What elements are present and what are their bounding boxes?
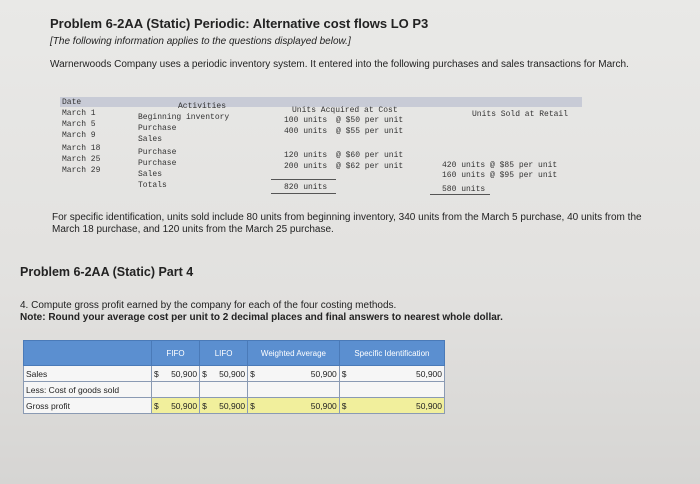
inv-acq_units: 400 units <box>284 127 328 136</box>
value-cell <box>200 366 248 382</box>
inv-date: March 18 <box>62 144 101 153</box>
value: 50,900 <box>219 400 246 411</box>
col-date: Date <box>62 98 82 107</box>
value-cell <box>200 398 248 414</box>
col-lifo: LIFO <box>200 341 248 366</box>
inv-date: March 9 <box>62 131 96 140</box>
col-sold: Units Sold at Retail <box>472 110 569 119</box>
inv-activity: Sales <box>138 170 163 179</box>
col-weighted-average: Weighted Average <box>248 341 340 366</box>
currency: $ <box>341 368 347 379</box>
value: 50,900 <box>310 368 337 379</box>
totals-label: Totals <box>138 181 167 190</box>
value-cell <box>248 398 340 414</box>
inv-acq_units: 120 units <box>284 151 328 160</box>
specific-id-note: For specific identification, units sold include 80 units from beginning inventory, 340 units from the March 5 purchase, 40 units from the March 18 purchase, and 120 units from the March 25 purchase. <box>52 212 642 235</box>
gross-profit-table <box>23 340 445 414</box>
col-activities: Activities <box>178 102 227 111</box>
page-title: Problem 6-2AA (Static) Periodic: Alternative cost flows LO P3 <box>50 16 429 31</box>
totals-acquired: 820 units <box>284 183 328 192</box>
inv-activity: Purchase <box>138 159 177 168</box>
inv-date: March 1 <box>62 109 96 118</box>
part-title: Problem 6-2AA (Static) Part 4 <box>20 265 194 279</box>
col-acquired: Units Acquired at Cost <box>292 106 398 115</box>
value: 50,900 <box>171 400 198 411</box>
question: 4. Compute gross profit earned by the company for each of the four costing methods. <box>20 300 397 311</box>
inv-acq_cost: @ $62 per unit <box>336 162 404 171</box>
currency: $ <box>250 400 255 411</box>
table-row <box>24 366 445 382</box>
inv-date: March 25 <box>62 155 101 164</box>
table-row <box>24 382 445 398</box>
row-label: Sales <box>24 366 152 382</box>
inv-date: March 5 <box>62 120 96 129</box>
inv-acq_cost: @ $55 per unit <box>336 127 404 136</box>
inv-acq_cost: @ $50 per unit <box>336 116 404 125</box>
subtitle: [The following information applies to the questions displayed below.] <box>50 36 351 47</box>
value: 50,900 <box>171 368 198 379</box>
currency: $ <box>341 400 347 411</box>
value-cell <box>248 366 340 382</box>
value: 50,900 <box>310 400 337 411</box>
value: 50,900 <box>416 368 442 379</box>
currency: $ <box>154 400 159 411</box>
inv-sold: 420 units @ $85 per unit <box>442 161 558 170</box>
row-label: Gross profit <box>24 398 152 414</box>
col-fifo: FIFO <box>152 341 200 366</box>
cogs-input[interactable] <box>152 382 200 398</box>
value-cell <box>152 366 200 382</box>
inv-acq_units: 100 units <box>284 116 328 125</box>
inv-acq_units: 200 units <box>284 162 328 171</box>
cogs-input[interactable] <box>339 382 444 398</box>
inv-activity: Sales <box>138 135 163 144</box>
value-cell <box>152 398 200 414</box>
totals-sold: 580 units <box>442 185 486 194</box>
rounding-note: Note: Round your average cost per unit to 2 decimal places and final answers to nearest whole dollar. <box>20 312 503 323</box>
cogs-input[interactable] <box>248 382 340 398</box>
row-label: Less: Cost of goods sold <box>24 382 152 398</box>
value: 50,900 <box>416 400 442 411</box>
currency: $ <box>154 368 159 379</box>
inv-activity: Purchase <box>138 124 177 133</box>
currency: $ <box>250 368 255 379</box>
value-cell <box>339 366 444 382</box>
value-cell <box>339 398 444 414</box>
inv-sold: 160 units @ $95 per unit <box>442 171 558 180</box>
intro-text: Warnerwoods Company uses a periodic inventory system. It entered into the following purchases and sales transactions for March. <box>50 59 629 70</box>
value: 50,900 <box>219 368 246 379</box>
table-row <box>24 398 445 414</box>
inv-acq_cost: @ $60 per unit <box>336 151 404 160</box>
currency: $ <box>202 368 207 379</box>
inv-activity: Beginning inventory <box>138 113 230 122</box>
col-specific-identification: Specific Identification <box>339 341 444 366</box>
currency: $ <box>202 400 207 411</box>
inv-date: March 29 <box>62 166 101 175</box>
inv-activity: Purchase <box>138 148 177 157</box>
cogs-input[interactable] <box>200 382 248 398</box>
